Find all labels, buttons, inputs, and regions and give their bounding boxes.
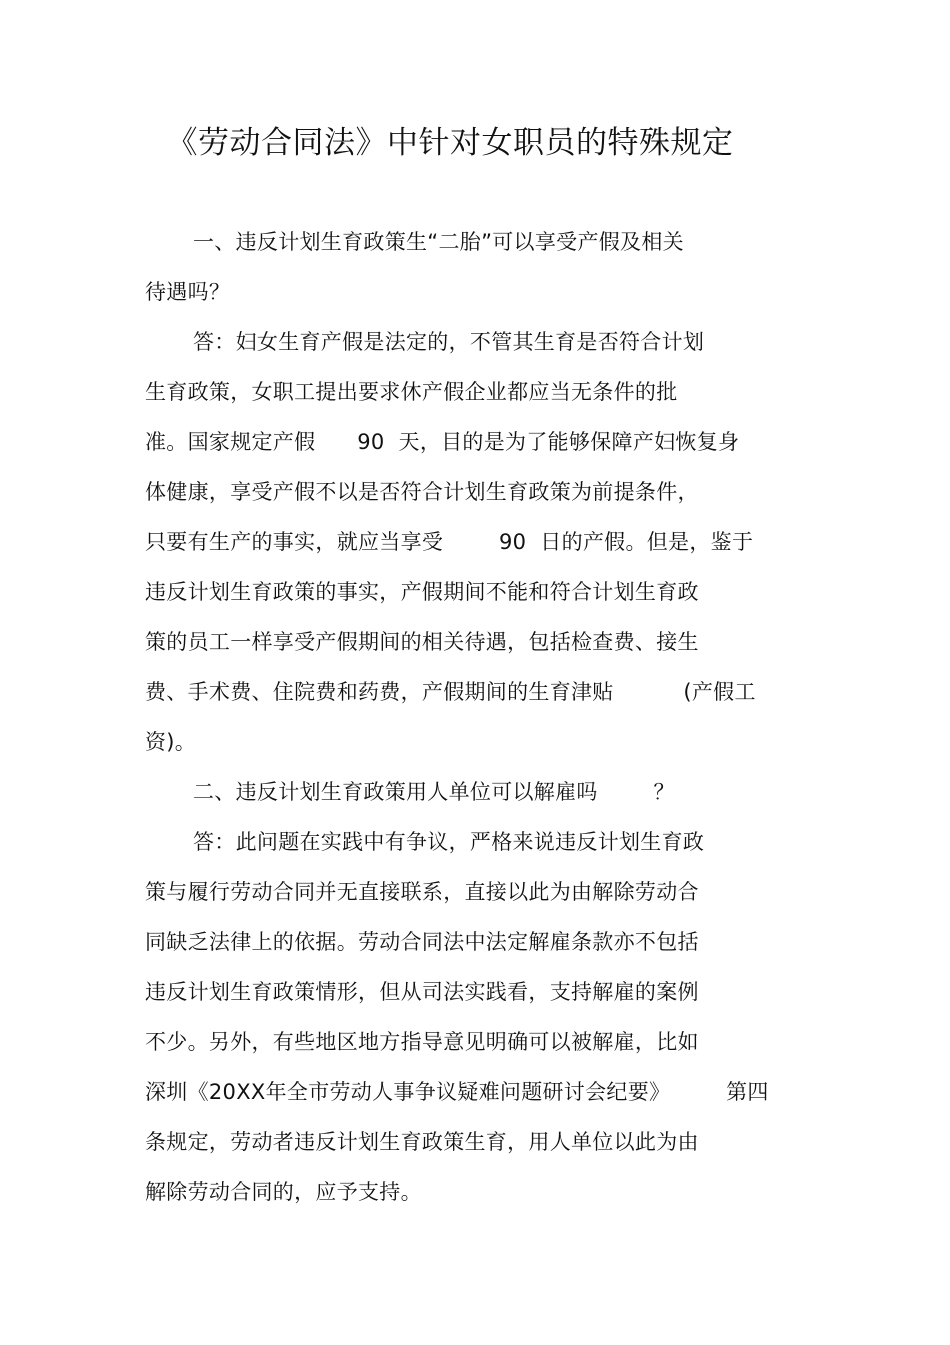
answer-1-line-5: 只要有生产的事实，就应当享受 90 日的产假。但是，鉴于: [145, 530, 754, 554]
answer-2-line-4: 违反计划生育政策情形，但从司法实践看，支持解雇的案例: [145, 980, 699, 1004]
answer-1-line-1: 答：妇女生育产假是法定的，不管其生育是否符合计划: [193, 330, 705, 354]
question-1-line-1: 一、违反计划生育政策生“二胎”可以享受产假及相关: [193, 230, 684, 254]
answer-1-line-6: 违反计划生育政策的事实，产假期间不能和符合计划生育政: [145, 580, 699, 604]
answer-2-line-1: 答：此问题在实践中有争议，严格来说违反计划生育政: [193, 830, 705, 854]
answer-1-line-7: 策的员工一样享受产假期间的相关待遇，包括检查费、接生: [145, 630, 699, 654]
answer-2-line-6: 深圳《20XX年全市劳动人事争议疑难问题研讨会纪要》 第四: [145, 1080, 769, 1104]
question-2-line-1: 二、违反计划生育政策用人单位可以解雇吗 ？: [193, 780, 675, 804]
answer-1-line-2: 生育政策，女职工提出要求休产假企业都应当无条件的批: [145, 380, 678, 404]
answer-1-line-3: 准。国家规定产假 90 天，目的是为了能够保障产妇恢复身: [145, 430, 740, 454]
answer-2-line-5: 不少。另外，有些地区地方指导意见明确可以被解雇，比如: [145, 1030, 699, 1054]
answer-2-line-8: 解除劳动合同的，应予支持。: [145, 1180, 422, 1204]
answer-2-line-3: 同缺乏法律上的依据。劳动合同法中法定解雇条款亦不包括: [145, 930, 699, 954]
answer-1-line-4: 体健康，享受产假不以是否符合计划生育政策为前提条件，: [145, 480, 699, 504]
answer-2-line-2: 策与履行劳动合同并无直接联系，直接以此为由解除劳动合: [145, 880, 699, 904]
answer-1-line-9: 资)。: [145, 730, 197, 754]
answer-2-line-7: 条规定，劳动者违反计划生育政策生育，用人单位以此为由: [145, 1130, 699, 1154]
question-1-line-2: 待遇吗？: [145, 280, 231, 304]
answer-1-line-8: 费、手术费、住院费和药费，产假期间的生育津贴 (产假工: [145, 680, 756, 704]
page-title: 《劳动合同法》中针对女职员的特殊规定: [166, 125, 734, 161]
